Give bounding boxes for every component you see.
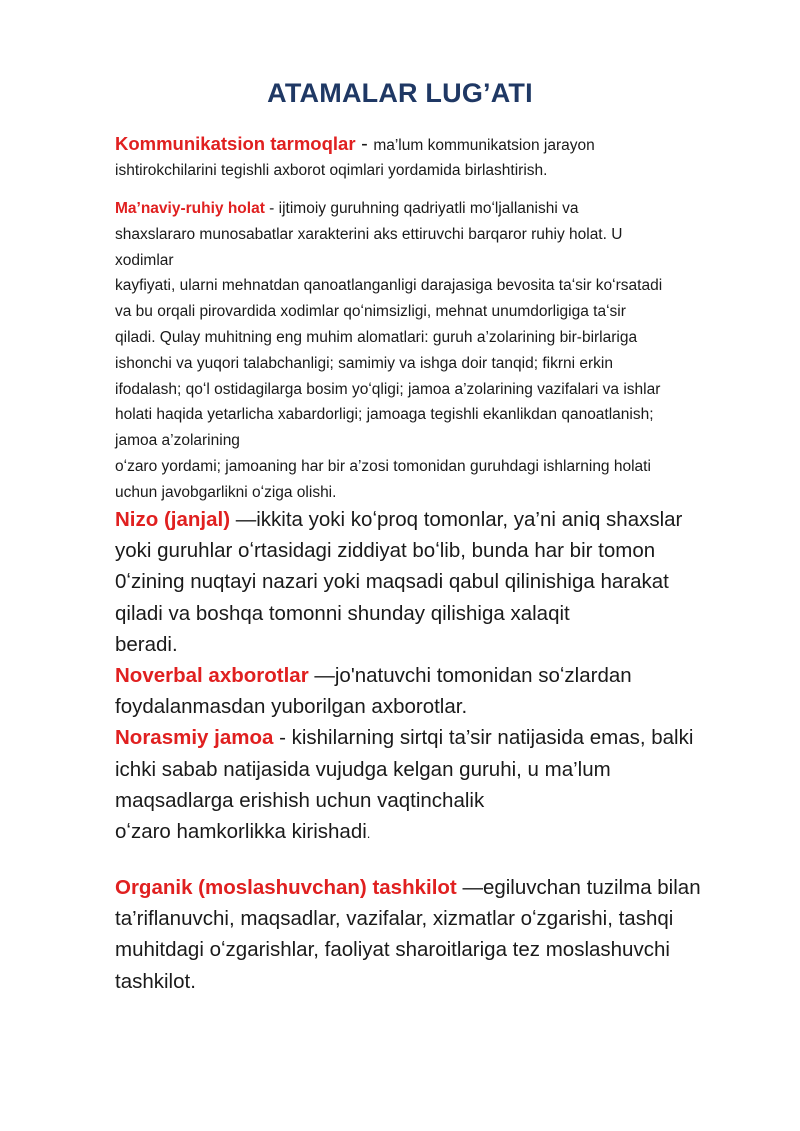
glossary-entry-noverbal (115, 660, 755, 722)
definition-line: muhitdagi oʻzgarishlar, faoliyat sharoitlariga tez moslashuvchi (115, 938, 670, 962)
definition-text: —egiluvchan tuzilma bilan (456, 876, 701, 899)
definition-line: oʻzaro yordami; jamoaning har bir a’zosi tomonidan guruhdagi ishlarning holati (115, 457, 651, 475)
definition-line: uchun javobgarlikni oʻziga olishi. (115, 483, 337, 501)
entry-line (115, 504, 755, 535)
definition-line: yoki guruhlar oʻrtasidagi ziddiyat boʻlib, bunda har bir tomon (115, 539, 656, 563)
entry-line (115, 196, 755, 222)
definition-text: - ijtimoiy guruhning qadriyatli moʻljallanishi va (264, 200, 579, 217)
entry-line (115, 722, 755, 753)
definition-line: ichki sabab natijasida vujudga kelgan guruhi, u ma’lum (115, 757, 611, 781)
definition-line: tashkilot. (115, 969, 196, 993)
glossary-term: Norasmiy jamoa (115, 726, 274, 750)
definition-text: - kishilarning sirtqi ta’sir natijasida emas, balki (273, 726, 694, 750)
glossary-term: Nizo (janjal) (115, 508, 231, 531)
definition-line: qiladi. Qulay muhitning eng muhim alomatlari: guruh a’zolarining bir-birlariga (115, 328, 638, 346)
definition-line: foydalanmasdan yuborilgan axborotlar. (115, 695, 468, 719)
definition-line: ishtirokchilarini tegishli axborot oqimlari yordamida birlashtirish. (115, 162, 548, 179)
definition-line: kayfiyati, ularni mehnatdan qanoatlanganligi darajasiga bevosita taʻsir koʻrsatadi (115, 277, 663, 295)
definition-text: —jo'natuvchi tomonidan soʻzlardan (308, 664, 632, 688)
glossary-entry-organik (115, 872, 755, 997)
definition-text: ma’lum kommunikatsion jarayon (373, 137, 595, 154)
definition-text: —ikkita yoki koʻproq tomonlar, ya’ni aniq shaxslar (230, 508, 683, 531)
entry-line (115, 131, 755, 158)
definition-line: qiladi va boshqa tomonni shunday qilishiga xalaqit (115, 601, 570, 625)
glossary-term: Organik (moslashuvchan) tashkilot (115, 876, 457, 899)
definition-line: holati haqida yetarlicha xabardorligi; jamoaga tegishli ekanlikdan qanoatlanish; (115, 406, 654, 424)
definition-line: va bu orqali pirovardida xodimlar qoʻnimsizligi, mehnat unumdorligiga taʻsir (115, 303, 626, 321)
definition-line: ifodalash; qoʻl ostidagilarga bosim yoʻqligi; jamoa a’zolarining vazifalari va ishlar (115, 380, 661, 398)
term-separator: - (355, 133, 374, 155)
definition-text: oʻzaro hamkorlikka kirishadi (115, 820, 367, 844)
definition-line: beradi. (115, 632, 178, 656)
definition-line: maqsadlarga erishish uchun vaqtinchalik (115, 788, 485, 812)
entry-line (115, 660, 755, 691)
definition-line: 0ʻzining nuqtayi nazari yoki maqsadi qabul qilinishiga harakat (115, 570, 669, 594)
page-title: ATAMALAR LUG’ATI (267, 78, 533, 108)
entry-line (115, 872, 755, 903)
definition-line: ta’riflanuvchi, maqsadlar, vazifalar, xizmatlar oʻzgarishi, tashqi (115, 907, 674, 931)
glossary-entry-nizo (115, 504, 755, 660)
definition-line: xodimlar (115, 251, 174, 269)
definition-end-dot: . (366, 826, 371, 842)
definition-line: jamoa a’zolarining (115, 432, 240, 450)
definition-line: ishonchi va yuqori talabchanligi; samimiy va ishga doir tanqid; fikrni erkin (115, 354, 613, 372)
glossary-term: Ma’naviy-ruhiy holat (115, 200, 265, 217)
glossary-entry-norasmiy (115, 722, 755, 849)
definition-line (115, 816, 755, 849)
glossary-term: Noverbal axborotlar (115, 664, 309, 688)
glossary-section-large (115, 504, 755, 849)
glossary-entry-kommunikatsion (115, 131, 755, 183)
glossary-term: Kommunikatsion tarmoqlar (115, 133, 356, 154)
glossary-entry-manaviy (115, 196, 755, 506)
definition-line: shaxslararo munosabatlar xarakterini aks ettiruvchi barqaror ruhiy holat. U (115, 225, 623, 243)
